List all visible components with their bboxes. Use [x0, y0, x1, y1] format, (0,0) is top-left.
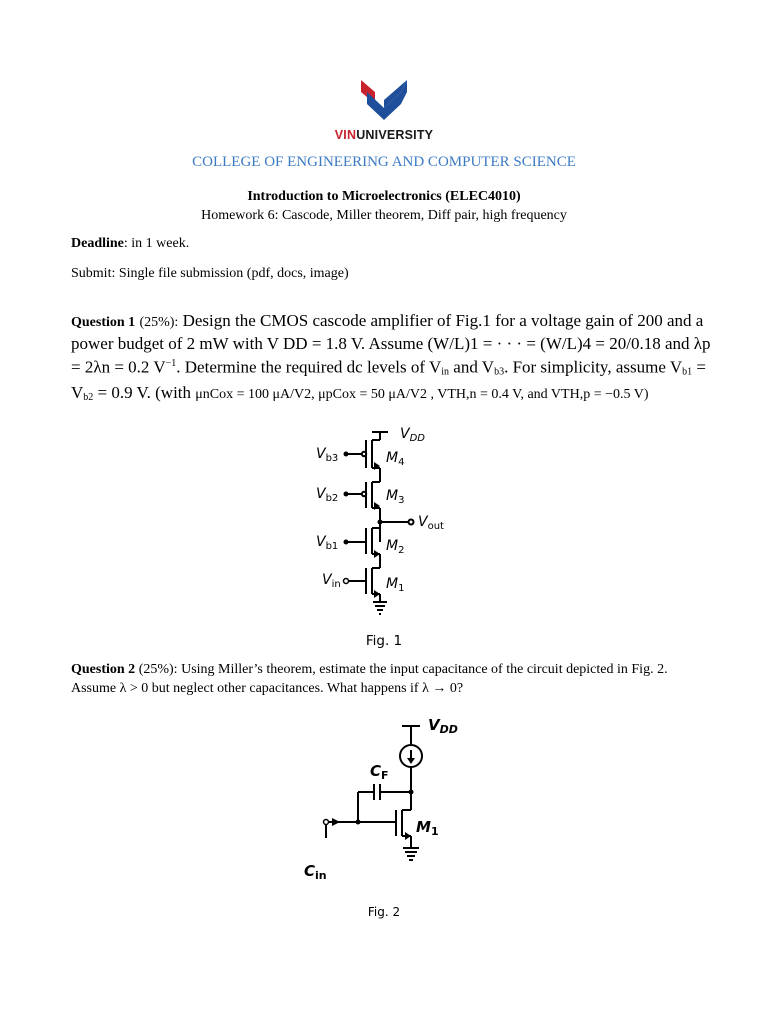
figure-1-caption: Fig. 1: [365, 633, 403, 649]
homework-title: Homework 6: Cascode, Miller theorem, Diff pair, high frequency: [201, 208, 567, 223]
college-title: COLLEGE OF ENGINEERING AND COMPUTER SCIENCE: [192, 154, 576, 170]
brand-vin: VIN: [334, 128, 357, 142]
fig2-cin-label: $C_{in}$: [304, 862, 327, 882]
brand-wordmark: [0, 128, 768, 142]
figure-2-caption: Fig. 2: [367, 905, 401, 919]
deadline-line: [71, 236, 711, 252]
submit-line: Submit: Single file submission (pdf, docs, image): [71, 266, 349, 281]
vinuniversity-logo-icon: [355, 74, 413, 126]
question-2-label: Question 2: [71, 662, 136, 677]
figure-1-schematic: [300, 418, 470, 626]
question-1: [71, 311, 711, 409]
fig1-vb2-label: $V_{b2}$: [316, 486, 339, 504]
fig1-vout-label: $V_{out}$: [418, 514, 444, 532]
fig2-m1-label: $M_1$: [416, 818, 439, 838]
question-1-params: μnCox = 100 μA/V2, μpCox = 50 μA/V2 , VTH,n = 0.4 V, and VTH,p = −0.5 V): [195, 387, 649, 403]
superscript: −1: [165, 358, 177, 369]
subscript: b1: [682, 366, 693, 378]
question-2-text: Using Miller’s theorem, estimate the input capacitance of the circuit depicted in Fig. 2. Assume λ > 0 but neglect other capacitances. What happens if λ → 0?: [71, 662, 668, 696]
fig1-m2-label: $M_2$: [386, 538, 405, 556]
figure-2-schematic: [300, 708, 470, 888]
question-1-weight: (25%):: [139, 315, 179, 330]
fig1-vb1-label: $V_{b1}$: [316, 534, 339, 552]
question-1-text: and V: [449, 357, 495, 377]
fig2-vdd-label: $V_{DD}$: [428, 716, 458, 736]
fig1-m3-label: $M_3$: [386, 488, 405, 506]
fig1-vdd-label: $V_{DD}$: [400, 426, 425, 444]
fig1-vb3-label: $V_{b3}$: [316, 446, 339, 464]
deadline-value: : in 1 week.: [123, 236, 190, 251]
fig1-m1-label: $M_1$: [386, 576, 405, 594]
question-1-text: = V: [71, 357, 706, 403]
question-1-text: . For simplicity, assume V: [504, 357, 683, 377]
question-1-text: = 0.9 V. (with: [93, 383, 196, 403]
course-title: Introduction to Microelectronics (ELEC4010): [247, 189, 521, 204]
subscript: in: [441, 366, 450, 378]
brand-university: UNIVERSITY: [356, 128, 434, 142]
fig2-cf-label: $C_F$: [370, 762, 389, 782]
question-1-text: Design the CMOS cascode amplifier of Fig.1 for a voltage gain of 200 and a power budget of 2 mW with V DD = 1.8 V. Assume (W/L)1 = · · · = (W/L)4 = 20/0.18 and λp = 2λn = 0.2 V: [71, 311, 711, 377]
question-2: [71, 661, 711, 698]
subscript: b3: [494, 366, 505, 378]
question-1-label: Question 1: [71, 315, 136, 330]
question-2-weight: (25%):: [138, 662, 178, 677]
fig1-vin-label: $V_{in}$: [322, 572, 341, 590]
fig1-m4-label: $M_4$: [386, 450, 405, 468]
deadline-label: Deadline: [71, 236, 124, 251]
subscript: b2: [83, 392, 94, 404]
question-1-text: . Determine the required dc levels of V: [176, 357, 442, 377]
